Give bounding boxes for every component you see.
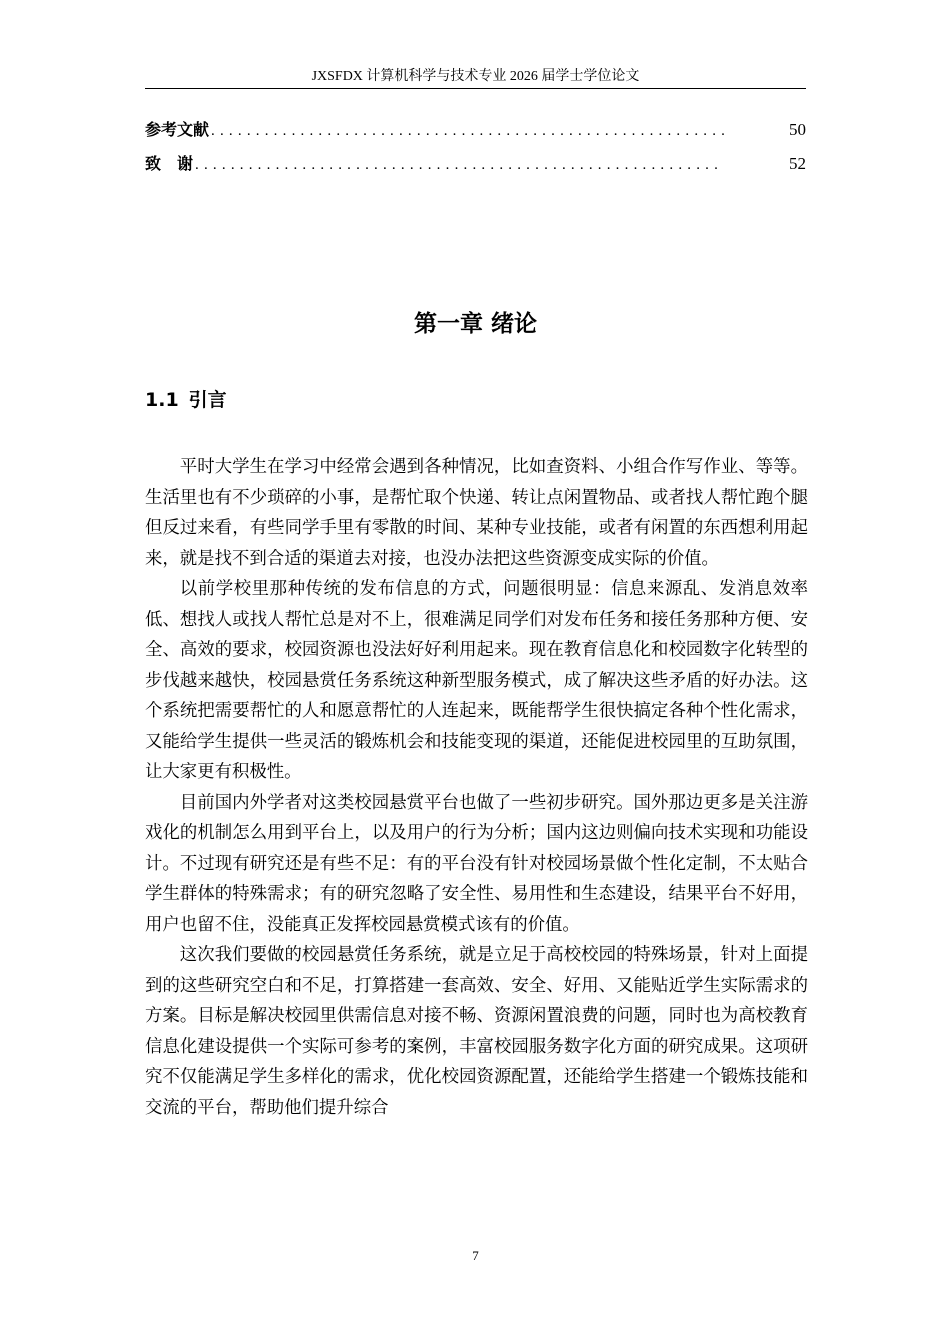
chapter-title: 第一章 绪论 — [413, 311, 537, 337]
paragraph: 这次我们要做的校园悬赏任务系统，就是立足于高校校园的特殊场景，针对上面提到的这些研究空白和不足，打算搭建一套高效、安全、好用、又能贴近学生实际需求的方案。目标是解决校园里供需信息对接不畅、资源闲置浪费的问题，同时也为高校教育信息化建设提供一个实际可参考的案例，丰富校园服务数字化方面的研究成果。这项研究不仅能满足学生多样化的需求，优化校园资源配置，还能给学生搭建一个锻炼技能和交流的平台，帮助他们提升综合 — [145, 945, 808, 1118]
paragraph: 以前学校里那种传统的发布信息的方式，问题很明显：信息来源乱、发消息效率低、想找人或找人帮忙总是对不上，很难满足同学们对发布任务和接任务那种方便、安全、高效的要求，校园资源也没法好好利用起来。现在教育信息化和校园数字化转型的步伐越来越快，校园悬赏任务系统这种新型服务模式，成了解决这些矛盾的好办法。这个系统把需要帮忙的人和愿意帮忙的人连起来，既能帮学生很快搞定各种个性化需求，又能给学生提供一些灵活的锻炼机会和技能变现的渠道，还能促进校园里的互助氛围，让大家更有积极性。 — [145, 579, 808, 782]
toc-dot-leader: .......................................................... — [211, 123, 731, 139]
page-number: 7 — [472, 1248, 479, 1263]
toc-entry-acknowledgements[interactable] — [145, 152, 806, 186]
header-rule — [145, 88, 806, 89]
running-header: JXSFDX 计算机科学与技术专业 2026 届学士学位论文 — [311, 69, 640, 84]
paragraph: 平时大学生在学习中经常会遇到各种情况，比如查资料、小组合作写作业、等等。生活里也有不少琐碎的小事，是帮忙取个快递、转让点闲置物品、或者找人帮忙跑个腿但反过来看，有些同学手里有零散的时间、某种专业技能，或者有闲置的东西想利用起来，就是找不到合适的渠道去对接，也没办法把这些资源变成实际的价值。 — [145, 457, 808, 569]
toc-entry-title: 参考文献 — [145, 120, 210, 139]
section-number: 1.1 — [145, 389, 179, 411]
toc-page-number: 52 — [789, 154, 806, 173]
toc-entry-title: 致 谢 — [145, 154, 194, 173]
section-heading — [145, 386, 227, 414]
toc-dot-leader: ........................................................... — [195, 157, 724, 173]
table-of-contents — [145, 118, 806, 186]
toc-entry-references[interactable] — [145, 118, 806, 152]
body-text — [145, 452, 808, 1123]
paragraph: 目前国内外学者对这类校园悬赏平台也做了一些初步研究。国外那边更多是关注游戏化的机制怎么用到平台上，以及用户的行为分析；国内这边则偏向技术实现和功能设计。不过现有研究还是有些不足：有的平台没有针对校园场景做个性化定制，不太贴合学生群体的特殊需求；有的研究忽略了安全性、易用性和生态建设，结果平台不好用，用户也留不住，没能真正发挥校园悬赏模式该有的价值。 — [145, 792, 808, 935]
section-title: 引言 — [188, 389, 227, 411]
toc-page-number: 50 — [789, 120, 806, 139]
